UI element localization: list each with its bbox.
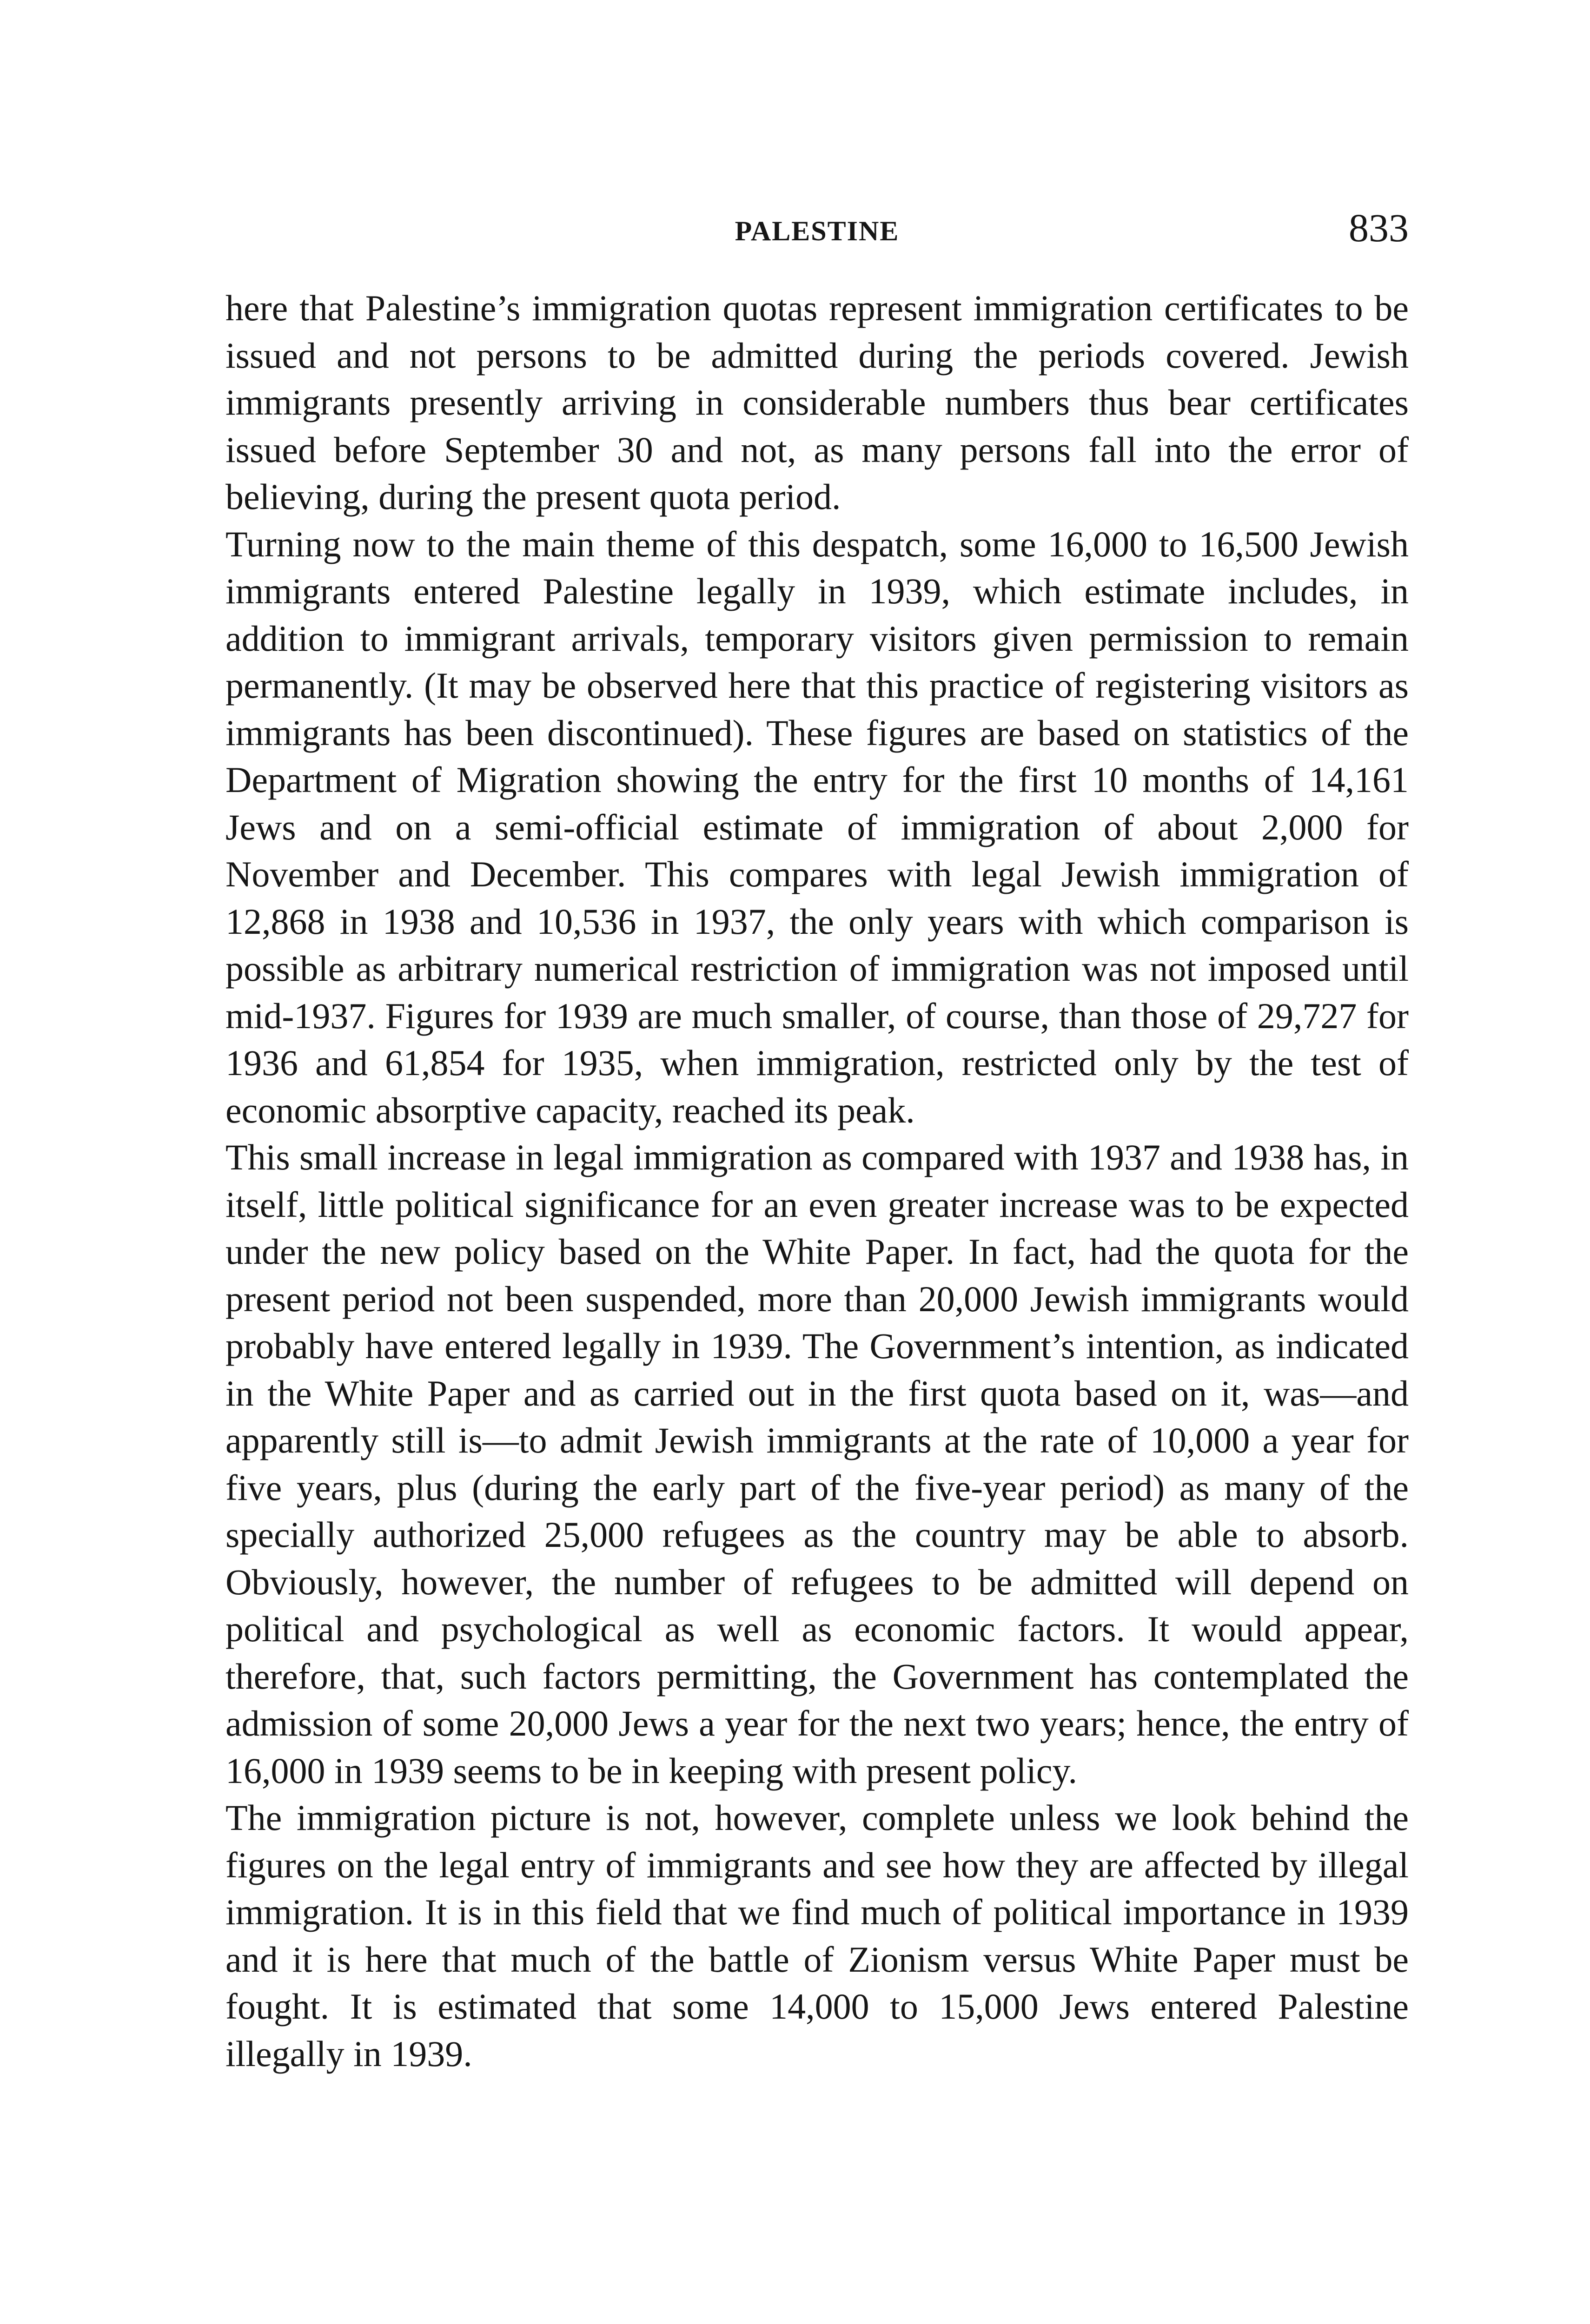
- paragraph-3: This small increase in legal immigration as compared with 1937 and 1938 has, in itself, little political significance for an even greater increase was to be expected under the new policy based on the White Paper. In fact, had the quota for the present period not been suspended, more than 20,000 Jewish immigrants would probably have entered legally in 1939. The Government’s intention, as indicated in the White Paper and as carried out in the first quota based on it, was—and apparently still is—to admit Jewish immigrants at the rate of 10,000 a year for five years, plus (during the early part of the five-year period) as many of the specially authorized 25,000 refugees as the country may be able to absorb. Obviously, however, the number of refugees to be admitted will depend on political and psychological as well as economic factors. It would appear, therefore, that, such factors permitting, the Government has contemplated the admission of some 20,000 Jews a year for the next two years; hence, the entry of 16,000 in 1939 seems to be in keeping with present policy.: [225, 1137, 1409, 1791]
- paragraph-1: here that Palestine’s immigration quotas represent immigration certificates to be issued and not persons to be admitted during the periods covered. Jewish immigrants presently arriving in considerable numbers thus bear certificates issued before September 30 and not, as many persons fall into the error of believing, during the present quota period.: [225, 288, 1409, 517]
- page-number: 833: [1349, 205, 1409, 250]
- running-header: [225, 202, 1409, 258]
- body-text: [225, 284, 1409, 2077]
- paragraph-4: The immigration picture is not, however, complete unless we look behind the figures on the legal entry of immigrants and see how they are affected by illegal immigration. It is in this field that we find much of political importance in 1939 and it is here that much of the battle of Zionism versus White Paper must be fought. It is estimated that some 14,000 to 15,000 Jews entered Palestine illegally in 1939.: [225, 1797, 1409, 2074]
- paragraph-2: Turning now to the main theme of this despatch, some 16,000 to 16,500 Jewish immigrants entered Palestine legally in 1939, which estimate includes, in addition to immigrant arrivals, temporary visitors given permission to remain permanently. (It may be observed here that this practice of registering visitors as immigrants has been discontinued). These figures are based on statistics of the Department of Migration showing the entry for the first 10 months of 14,161 Jews and on a semi-official estimate of immigration of about 2,000 for November and December. This compares with legal Jewish immigration of 12,868 in 1938 and 10,536 in 1937, the only years with which comparison is possible as arbitrary numerical restriction of immigration was not imposed until mid-1937. Figures for 1939 are much smaller, of course, than those of 29,727 for 1936 and 61,854 for 1935, when immigration, restricted only by the test of economic absorptive capacity, reached its peak.: [225, 523, 1409, 1130]
- page-header-title: PALESTINE: [735, 216, 900, 246]
